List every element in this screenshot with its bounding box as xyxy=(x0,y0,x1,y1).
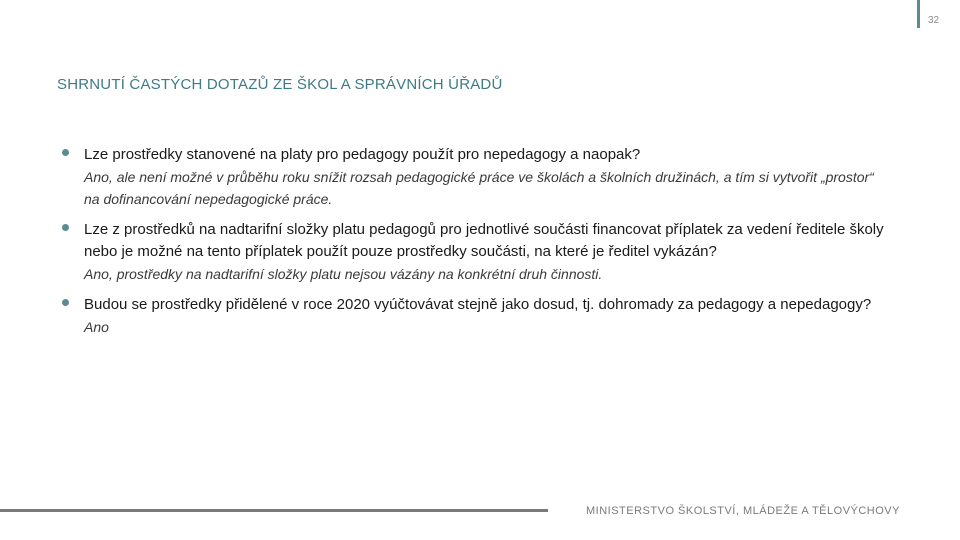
slide-title: SHRNUTÍ ČASTÝCH DOTAZŮ ZE ŠKOL A SPRÁVNÍCH ÚŘADŮ xyxy=(57,76,503,93)
bullet-icon xyxy=(62,224,69,231)
faq-list xyxy=(60,144,890,347)
faq-answer: Ano, ale není možné v průběhu roku snížit rozsah pedagogické práce ve školách a školních družinách, a tím si vytvořit „prostor“ na dofinancování nepedagogické práce. xyxy=(84,169,874,207)
faq-question: Lze z prostředků na nadtarifní složky platu pedagogů pro jednotlivé součásti financovat příplatek za vedení ředitele školy nebo je možné na tento příplatek použít pouze prostředky součásti, na které je ředitel vykázán? xyxy=(84,221,884,260)
faq-question: Budou se prostředky přidělené v roce 2020 vyúčtovávat stejně jako dosud, tj. dohromady za pedagogy a nepedagogy? xyxy=(84,296,872,313)
ministry-footer: MINISTERSTVO ŠKOLSTVÍ, MLÁDEŽE A TĚLOVÝCHOVY xyxy=(586,505,900,517)
bullet-icon xyxy=(62,299,69,306)
bullet-icon xyxy=(62,149,69,156)
faq-question: Lze prostředky stanovené na platy pro pedagogy použít pro nepedagogy a naopak? xyxy=(84,146,641,163)
page-number-bar xyxy=(917,0,920,28)
page-number: 32 xyxy=(928,15,940,26)
footer-divider xyxy=(0,509,548,512)
faq-answer: Ano, prostředky na nadtarifní složky platu nejsou vázány na konkrétní druh činnosti. xyxy=(84,266,603,282)
faq-item xyxy=(60,144,890,210)
faq-answer: Ano xyxy=(84,319,109,335)
faq-item xyxy=(60,219,890,285)
faq-item xyxy=(60,294,890,338)
